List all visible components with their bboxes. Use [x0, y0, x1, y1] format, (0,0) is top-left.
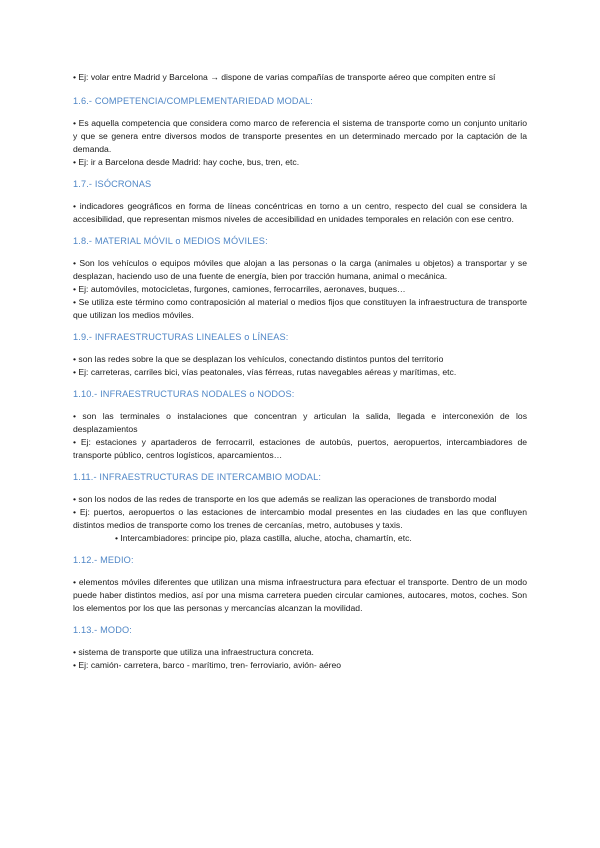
- paragraph: • Ej: carreteras, carriles bici, vías peatonales, vías férreas, rutas navegables aéreas y marítimas, etc.: [73, 367, 457, 377]
- paragraph: • son los nodos de las redes de transporte en los que además se realizan las operaciones de transbordo modal: [73, 494, 497, 504]
- section-heading: 1.12.- MEDIO:: [73, 555, 134, 565]
- paragraph: • Ej: puertos, aeropuertos o las estaciones de intercambio modal presentes en las ciudades en las que confluyen distintos medios de transporte como los trenes de cercanías, metro, autobuses y taxis.: [73, 507, 527, 530]
- paragraph: • son las redes sobre la que se desplazan los vehículos, conectando distintos puntos del territorio: [73, 354, 444, 364]
- section-heading: 1.13.- MODO:: [73, 625, 132, 635]
- paragraph: • Es aquella competencia que considera como marco de referencia el sistema de transporte como un conjunto unitario y que se genera entre diversos modos de transporte presentes en un determinado mercado por la captación de la demanda.: [73, 118, 527, 154]
- paragraph: • son las terminales o instalaciones que concentran y articulan la salida, llegada e interconexión de los desplazamientos: [73, 411, 527, 434]
- section-heading: 1.10.- INFRAESTRUCTURAS NODALES o NODOS:: [73, 389, 295, 399]
- paragraph: • sistema de transporte que utiliza una infraestructura concreta.: [73, 647, 314, 657]
- paragraph: • elementos móviles diferentes que utilizan una misma infraestructura para efectuar el transporte. Dentro de un modo puede haber distintos medios, así por una misma carretera pueden circular camiones, autocares, motos, coches. Son los elementos por los que las personas y mercancías alcanzan la movilidad.: [73, 577, 527, 613]
- paragraph: • Se utiliza este término como contraposición al material o medios fijos que constituyen la infraestructura de transporte que utilizan los medios móviles.: [73, 297, 527, 320]
- paragraph: • Son los vehículos o equipos móviles que alojan a las personas o la carga (animales u objetos) a transportar y se desplazan, haciendo uso de una fuente de energía, bien por tracción humana, animal o mecánica.: [73, 258, 527, 281]
- paragraph: • indicadores geográficos en forma de líneas concéntricas en torno a un centro, respecto del cual se considera la accesibilidad, que representan mismos niveles de accesibilidad en unidades temporales en relación con ese centro.: [73, 201, 527, 224]
- paragraph-indented: • Intercambiadores: principe pio, plaza castilla, aluche, atocha, chamartín, etc.: [115, 533, 412, 543]
- paragraph: • Ej: automóviles, motocicletas, furgones, camiones, ferrocarriles, aeronaves, buques…: [73, 284, 406, 294]
- section-heading: 1.8.- MATERIAL MÓVIL o MEDIOS MÓVILES:: [73, 236, 268, 246]
- section-heading: 1.11.- INFRAESTRUCTURAS DE INTERCAMBIO MODAL:: [73, 472, 322, 482]
- paragraph: • Ej: estaciones y apartaderos de ferrocarril, estaciones de autobús, puertos, aeropuertos, intercambiadores de transporte público, centros logísticos, aparcamientos…: [73, 437, 527, 460]
- section-heading: 1.6.- COMPETENCIA/COMPLEMENTARIEDAD MODAL:: [73, 96, 313, 106]
- section-heading: 1.9.- INFRAESTRUCTURAS LINEALES o LÍNEAS:: [73, 332, 289, 342]
- paragraph: • Ej: camión- carretera, barco - marítimo, tren- ferroviario, avión- aéreo: [73, 660, 342, 670]
- section-heading: 1.7.- ISÓCRONAS: [73, 179, 152, 189]
- paragraph: • Ej: volar entre Madrid y Barcelona → dispone de varias compañías de transporte aéreo que compiten entre sí: [73, 72, 496, 82]
- paragraph: • Ej: ir a Barcelona desde Madrid: hay coche, bus, tren, etc.: [73, 157, 300, 167]
- document-body: [73, 71, 527, 672]
